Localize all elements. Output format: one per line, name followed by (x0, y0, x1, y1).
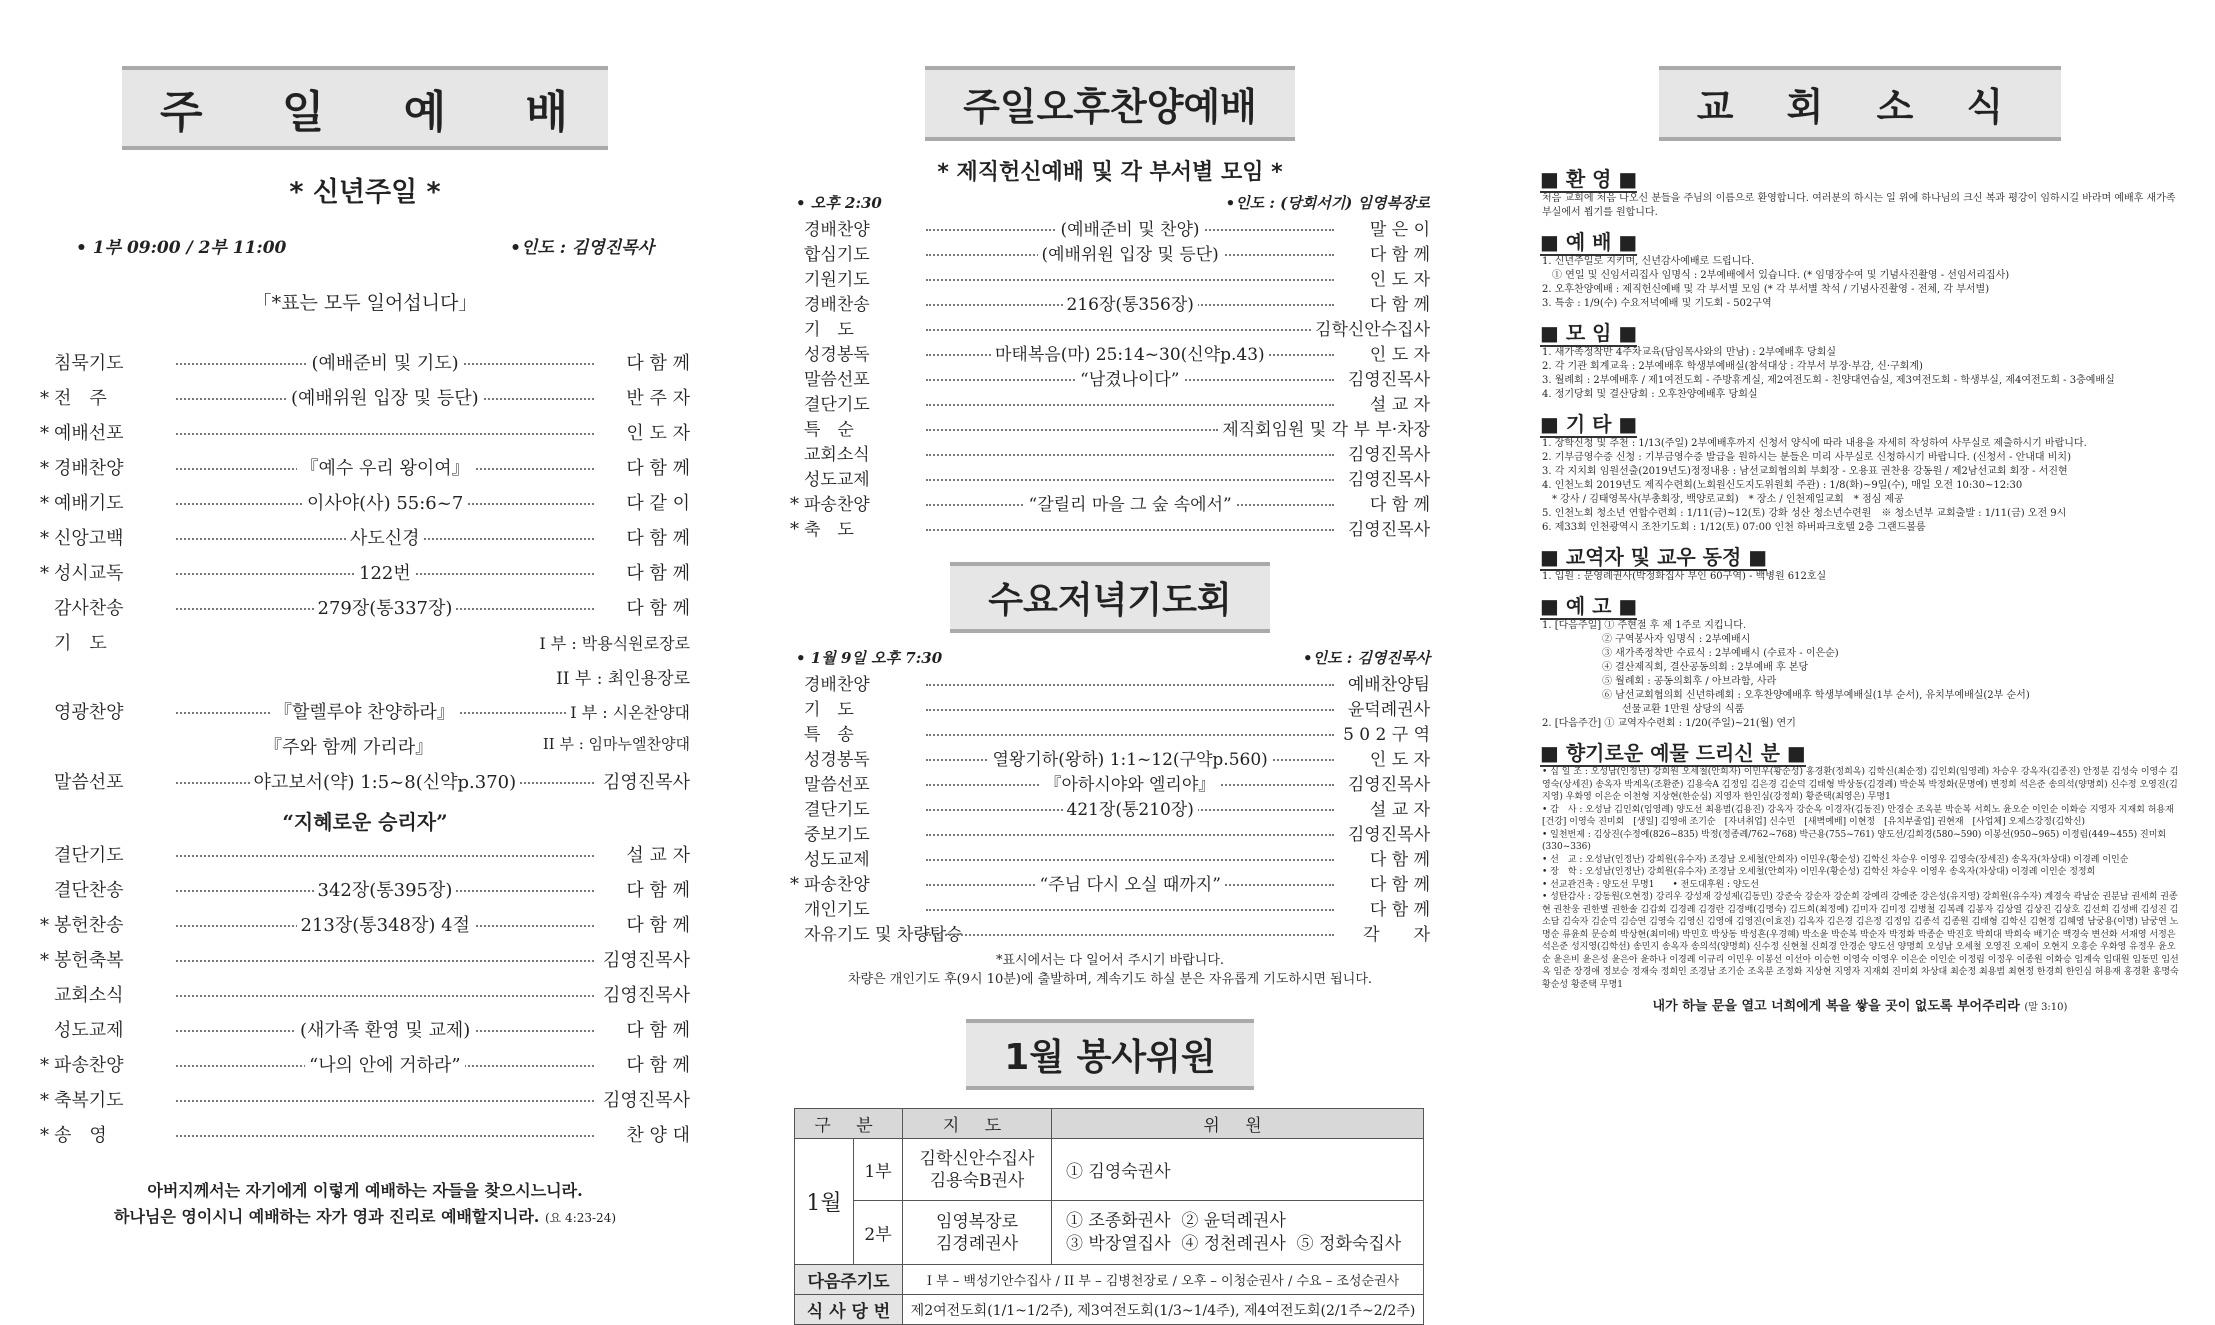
order-label: 파송찬양 (54, 1055, 124, 1076)
leader-dots (926, 454, 1334, 456)
sunday-worship-info (76, 233, 654, 258)
order-right: 찬 양 대 (626, 1125, 690, 1146)
order-label: 말씀선포 (54, 772, 124, 793)
service-times: • 1부 09:00 / 2부 11:00 (76, 238, 287, 258)
order-row (790, 795, 1430, 820)
afternoon-leader: •인도 : (당회서기) 임영복장로 (1225, 194, 1430, 212)
order-row (790, 745, 1430, 770)
leader-dots (926, 859, 1334, 861)
order-row (40, 594, 690, 629)
wednesday-order (790, 670, 1430, 945)
duty-members (1052, 1201, 1424, 1265)
order-row (40, 419, 690, 454)
order-row (40, 1086, 690, 1121)
order-right: I 부 : 박용식원로장로 (539, 634, 690, 653)
order-label: 기원기도 (804, 270, 870, 290)
order-row (790, 820, 1430, 845)
duty-next-label: 다음주기도 (795, 1265, 903, 1295)
order-row (40, 1051, 690, 1086)
order-label: 중보기도 (804, 825, 870, 845)
leader-dots (926, 709, 1334, 711)
order-right: 다 함 께 (626, 1055, 690, 1076)
order-right: 말 은 이 (1369, 220, 1430, 240)
order-right: 인 도 자 (1369, 270, 1430, 290)
standing-mark: * (40, 1055, 49, 1076)
leader-dots (926, 279, 1334, 281)
order-label: 축 도 (804, 520, 854, 540)
order-right: 다 함 께 (1369, 295, 1430, 315)
order-label: 성도교제 (804, 470, 870, 490)
church-news-title: 교 회 소 식 (1540, 66, 2180, 141)
order-label: 봉헌축복 (54, 950, 124, 971)
list-item: ③ 새가족정착반 수료식 : 2부예배시 (수료자 - 이은순) (1542, 648, 1839, 659)
order-row (40, 489, 690, 524)
order-row (40, 768, 690, 803)
standing-mark: * (40, 915, 49, 936)
leader-dots (176, 960, 594, 962)
order-right: 김영진목사 (603, 950, 690, 971)
order-mid: (예배준비 및 기도) (308, 349, 463, 375)
order-label: 경배찬양 (54, 458, 124, 479)
order-row (790, 340, 1430, 365)
leader-dots (176, 1100, 594, 1102)
duty-header: 지 도 (903, 1109, 1052, 1139)
duty-member: ⑤ 정화숙집사 (1296, 1233, 1402, 1254)
order-right: 김학신안수집사 (1315, 320, 1430, 340)
order-mid: 마태복음(마) 25:14~30(신약p.43) (991, 340, 1269, 365)
order-right: 설 교 자 (1369, 395, 1430, 415)
order-row (40, 981, 690, 1016)
duty-row (795, 1295, 1424, 1325)
order-mid: 『아하시야와 엘리야』 (1041, 770, 1220, 795)
order-right: 설 교 자 (1369, 800, 1430, 820)
order-right: 김영진목사 (1347, 825, 1430, 845)
offering-list (1542, 766, 2183, 991)
order-label: 기 도 (804, 700, 854, 720)
list-item: • 십 일 조 : 오성남(인정난) 강희원 오세철(안희자) 이민우(황순성) 홍경환(정희옥) 김학신(최순정) 김인회(임영례) 차승우 강옥자(김종진) 안정분 김성숙 이영수 김영숙(상세진) 송옥자 박계옥(조환준) 김용숙A 김정임 김은경 김순덕 김태형 박상동(김경례) 박순복 박정화(문명예) 변정희 석은준 송의석(양명희) 신수정 오영진(김지영) 우화영 이은순 이천형 지상현(한순심) 지영자 한인심(강정희) 황준택(최영은) 무명1 (1542, 767, 2179, 802)
order-mid: 213장(통348장) 4절 (297, 911, 474, 937)
order-row (40, 876, 690, 911)
order-mid: (예배위원 입장 및 등단) (287, 384, 483, 410)
order-right: 김영진목사 (1347, 775, 1430, 795)
order-mid: “갈릴리 마을 그 숲 속에서” (1025, 490, 1236, 515)
standing-mark: * (40, 528, 49, 549)
service-leader: •인도 : 김영진목사 (510, 238, 654, 258)
duty-part: 1부 (854, 1139, 903, 1201)
list-item: 5. 인천노회 청소년 연합수련회 : 1/11(금)~12(토) 강화 성산 청소년수련원 ※ 청소년부 교회출발 : 1/11(금) 오전 9시 (1542, 508, 2067, 519)
order-mid: 야고보서(약) 1:5~8(신약p.370) (250, 768, 521, 794)
standing-mark: * (40, 388, 49, 409)
afternoon-worship-column (790, 0, 1430, 1322)
leader-dots (926, 529, 1334, 531)
order-label: 특 순 (804, 420, 854, 440)
order-subline: II 부 : 최인용장로 (556, 669, 690, 689)
order-right: 반 주 자 (626, 388, 690, 409)
order-label: 파송찬양 (804, 875, 870, 895)
order-label: 경배찬양 (804, 675, 870, 695)
leader-dots (926, 734, 1334, 736)
order-row (790, 365, 1430, 390)
order-label: 성시교독 (54, 563, 124, 584)
church-news-column (1540, 0, 2183, 1240)
list-item: 1. 장학신청 및 추천 : 1/13(주일) 2부예배후까지 신청서 양식에 따라 내용을 자세히 작성하여 사무실로 제출하시기 바랍니다. (1542, 438, 2087, 449)
sunday-worship-title: 주 일 예 배 (40, 66, 690, 150)
order-row (790, 920, 1430, 945)
standing-mark: * (40, 493, 49, 514)
order-row (40, 1016, 690, 1051)
leader-dots (926, 329, 1311, 331)
standing-mark: * (40, 1125, 49, 1146)
order-row (40, 946, 690, 981)
order-right: 다 같 이 (626, 493, 690, 514)
order-row (40, 559, 690, 594)
order-mid: (예배준비 및 찬양) (1057, 215, 1204, 240)
order-label: 말씀선포 (804, 370, 870, 390)
welcome-text: 처음 교회에 처음 나오신 분들을 주님의 이름으로 환영합니다. 여러분의 하시는 일 위에 하나님의 크신 복과 평강이 임하시길 바라며 예배후 새가족부실에서 뵙기를 원합니다. (1542, 193, 2176, 218)
order-mid: 『예수 우리 왕이여』 (297, 454, 474, 480)
order-mid: “나의 안에 거하라” (305, 1051, 465, 1077)
order-row (790, 290, 1430, 315)
order-row (790, 870, 1430, 895)
list-item: 2. 각 기관 회계교육 : 2부예배후 학생부예배실(참석대상 : 각부서 부장·부감, 신·구회계) (1542, 361, 1923, 372)
list-item: ① 연일 및 신임서리집사 임명식 : 2부예배에서 있습니다. (* 임명장수여 및 기념사진촬영 - 선임서리집사) (1542, 270, 2010, 281)
list-item: • 선 교 : 오성남(인정난) 강희원(유수자) 조경남 오세철(안희자) 이민우(황순성) 김학신 차승우 이영우 김영숙(장세진) 송옥자(차상대) 이경례 이인순 (1542, 854, 2129, 865)
standing-mark: * (40, 1090, 49, 1111)
order-label: 기 도 (804, 320, 854, 340)
duty-row (795, 1265, 1424, 1295)
order-label: 결단기도 (54, 845, 124, 866)
order-right: 다 함 께 (1369, 245, 1430, 265)
order-mid: 216장(통356장) (1063, 290, 1198, 315)
standing-mark: * (40, 458, 49, 479)
closing-verse-text: 내가 하늘 문을 열고 너희에게 복을 쌓을 곳이 없도록 부어주리라 (1652, 999, 2020, 1014)
order-label: 예배선포 (54, 423, 124, 444)
order-mid: 사도신경 (346, 524, 424, 550)
list-item: • 성탄감사 : 강동원(오현정) 강리우 강성재 강성제(김동민) 강준숙 강순자 강순희 강예리 강예준 강은성(유지영) 강희원(유수자) 계경숙 곽남순 권분남 권세희 권종현 권찬웅 권한별 권한솔 김갑회 김경례 김경란 김경배(김명숙) 김드희(최정예) 김미자 김미정 김병철 김복례 김봉자 김상열 김상진 김상호 김선희 김성배 김성진 김소담 김숙자 김순덕 김승연 김영숙 김영신 김영애 김영진(이효진) 김옥자 김은경 김은정 김정임 김종석 김종원 김태형 김학신 김현정 김혜영 남궁용(이명) 남궁연 노명순 류윤희 문승희 박상현(최미애) 박민호 박상동 박성흔(우경혜) 박소윤 박순복 박순자 박정화 박종순 박진호 박희대 박희숙 배기순 백경숙 변선화 서재영 서정은 석은준 성지영(김학선) 송민지 송옥자 송의석(양명희) 신수정 신현철 신희경 안경순 양도선 양명희 오성남 오세철 오영진 오제이 오현지 오흥순 우화영 유정우 윤오순 윤은비 윤은성 윤은아 윤하나 이경례 이규리 이민우 이봉선 이선아 이승헌 이영숙 이영우 이은순 이인순 이정림 이정우 이종원 이화승 임계숙 임대원 임동민 임선옥 임준 장경애 정보승 정재숙 정희인 조경남 조기순 조옥분 조정화 지상현 지영자 지재회 진미회 차상대 최순정 최용범 최현정 한경희 한인심 허용재 홍경환 홍명숙 황순성 황준택 무명1 (1542, 892, 2179, 990)
order-row (790, 770, 1430, 795)
leader-dots (176, 995, 594, 997)
footer-line-1: 아버지께서는 자기에게 이렇게 예배하는 자들을 찾으시느니라. (147, 1181, 583, 1200)
order-right: 인 도 자 (1369, 750, 1430, 770)
order-right: 다 함 께 (626, 1020, 690, 1041)
order-mid: 122번 (355, 559, 415, 585)
order-mid: 『주와 함께 가리라』 (260, 733, 437, 759)
order-label: 신앙고백 (54, 528, 124, 549)
order-right: 각 자 (1363, 925, 1430, 945)
order-right: 다 함 께 (1369, 900, 1430, 920)
list-item: 선물교환 1만원 상당의 식품 (1542, 704, 1745, 715)
duty-member: ① 조종화권사 (1066, 1210, 1171, 1231)
list-item: • 선교관건축 : 양도선 무명1 • 전도대후원 : 양도선 (1542, 879, 1759, 890)
order-right: 제직회임원 및 각 부 부·차장 (1222, 420, 1430, 440)
order-row (790, 215, 1430, 240)
order-label: 결단기도 (804, 395, 870, 415)
order-label: 감사찬송 (54, 598, 124, 619)
section-welcome: ■ 환 영 ■ (1540, 167, 1638, 191)
order-mid: 열왕기하(왕하) 1:1~12(구약p.560) (989, 745, 1272, 770)
wednesday-time: • 1월 9일 오후 7:30 (796, 649, 943, 667)
list-item: • 일천번제 : 김상진(수정예(826~835) 박정(정종례/762~768) 박근용(755~761) 양도선/김희경(580~590) 이봉선(950~965) 이정림(449~455) 진미회(330~336) (1542, 829, 2167, 852)
order-right: 다 함 께 (626, 880, 690, 901)
notice-list (1542, 619, 2180, 731)
standing-mark: * (790, 494, 799, 515)
order-label: 교회소식 (804, 445, 870, 465)
order-right: 김영진목사 (603, 1090, 690, 1111)
leader-dots (926, 684, 1334, 686)
list-item: * 강사 / 김태영목사(부총회장, 백양로교회) * 장소 / 인천제일교회 * 점심 제공 (1542, 494, 1904, 505)
wednesday-notes (790, 951, 1430, 989)
order-right: 다 함 께 (1369, 875, 1430, 895)
wednesday-leader: •인도 : 김영진목사 (1303, 649, 1430, 667)
leader-dots (926, 429, 1218, 431)
order-row (790, 895, 1430, 920)
order-label: 전 주 (54, 388, 107, 409)
list-item: 2. 오후찬양예배 : 제직헌신예배 및 각 부서별 모임 (* 각 부서별 착석 / 기념사진촬영 - 전체, 각 부서별) (1542, 284, 1990, 295)
order-label: 성경봉독 (804, 345, 870, 365)
afternoon-time: • 오후 2:30 (796, 194, 882, 212)
leader-dots (926, 934, 1334, 936)
order-row (790, 845, 1430, 870)
order-label: 파송찬양 (804, 495, 870, 515)
order-mid: (새가족 환영 및 교제) (296, 1016, 474, 1042)
order-row (40, 841, 690, 876)
order-row (40, 524, 690, 559)
order-label: 성경봉독 (804, 750, 870, 770)
order-right: 김영진목사 (1347, 370, 1430, 390)
wednesday-title: 수요저녁기도회 (790, 562, 1430, 633)
duty-lead: 임영복장로 김경례권사 (903, 1201, 1052, 1265)
order-right: 다 함 께 (626, 598, 690, 619)
sunday-worship-subtitle: * 신년주일 * (289, 177, 441, 208)
scripture-footer (40, 1178, 690, 1231)
wednesday-note-2: 차량은 개인기도 후(9시 10분)에 출발하며, 계속기도 하실 분은 자유롭게 기도하시면 됩니다. (847, 972, 1373, 987)
order-right: 김영진목사 (603, 985, 690, 1006)
order-right: 김영진목사 (1347, 520, 1430, 540)
standing-mark: * (40, 563, 49, 584)
order-mid: 『할렐루야 찬양하라』 (270, 698, 459, 724)
order-row (790, 670, 1430, 695)
order-label: 자유기도 및 차량탑승 (804, 925, 963, 945)
sunday-worship-column (40, 0, 690, 1240)
sermon-title: “지혜로운 승리자” (282, 810, 448, 834)
standing-mark: * (40, 950, 49, 971)
order-mid: “주님 다시 오실 때까지” (1036, 870, 1225, 895)
duty-next-value: I 부 – 백성기안수집사 / II 부 – 김병천장로 / 오후 – 이청순권사 / 수요 – 조성순권사 (903, 1265, 1424, 1295)
order-label: 결단찬송 (54, 880, 124, 901)
section-offering: ■ 향기로운 예물 드리신 분 ■ (1540, 741, 1806, 765)
closing-verse (1540, 995, 2180, 1014)
order-row (790, 315, 1430, 340)
section-meeting: ■ 모 임 ■ (1540, 321, 1638, 345)
order-label: 침묵기도 (54, 353, 124, 374)
order-label: 기 도 (54, 633, 107, 654)
section-notice: ■ 예 고 ■ (1540, 594, 1638, 618)
duty-month: 1월 (795, 1139, 854, 1265)
leader-dots (926, 834, 1334, 836)
order-mid: (예배위원 입장 및 등단) (1038, 240, 1223, 265)
order-mid: 342장(통395장) (314, 876, 457, 902)
duty-header: 구 분 (795, 1109, 903, 1139)
order-right: 다 함 께 (626, 563, 690, 584)
order-row (40, 911, 690, 946)
leader-dots (926, 479, 1334, 481)
order-label: 경배찬양 (804, 220, 870, 240)
order-label: 개인기도 (804, 900, 870, 920)
leader-dots (176, 855, 594, 857)
order-right: 다 함 께 (626, 528, 690, 549)
order-right: 예배찬양팀 (1347, 675, 1430, 695)
duty-member: ③ 박장열집사 (1066, 1233, 1171, 1254)
order-right: 다 함 께 (626, 353, 690, 374)
order-row (790, 465, 1430, 490)
leader-dots (176, 433, 594, 435)
duty-part: 2부 (854, 1201, 903, 1265)
list-item: ④ 결산제직회, 결산공동의회 : 2부예배 후 본당 (1542, 662, 1809, 673)
list-item: • 장 학 : 오성남(인정난) 강희원(유수자) 조경남 오세철(안희자) 이민우(황순성) 김학신 차승우 이영우 송옥자(차상대) 이경례 이인순 정정희 (1542, 867, 2096, 877)
leader-dots (926, 909, 1334, 911)
duty-header-row (795, 1109, 1424, 1139)
order-mid: 이사야(사) 55:6~7 (303, 489, 467, 515)
section-staff: ■ 교역자 및 교우 동정 ■ (1540, 545, 1768, 569)
list-item: 3. 특송 : 1/9(수) 수요저녁예배 및 기도회 - 502구역 (1542, 298, 1772, 309)
order-label: 영광찬양 (54, 702, 124, 723)
order-label: 교회소식 (54, 985, 124, 1006)
order-row (790, 695, 1430, 720)
order-label: 경배찬송 (804, 295, 870, 315)
order-right: 다 함 께 (626, 458, 690, 479)
order-row (790, 490, 1430, 515)
section-worship: ■ 예 배 ■ (1540, 230, 1638, 254)
list-item: 1. [다음주일] ① 주현절 후 제 1주로 지킵니다. (1542, 620, 1747, 631)
standing-mark: * (790, 874, 799, 895)
order-right: 다 함 께 (626, 915, 690, 936)
footer-line-2: 하나님은 영이시니 예배하는 자가 영과 진리로 예배할지니라. (113, 1207, 540, 1226)
duty-member: ② 윤덕례권사 (1181, 1210, 1286, 1231)
order-right: 김영진목사 (1347, 470, 1430, 490)
order-row-anthem-2 (40, 733, 690, 768)
order-label: 축복기도 (54, 1090, 124, 1111)
order-label: 결단기도 (804, 800, 870, 820)
order-right: 인 도 자 (626, 423, 690, 444)
order-row (790, 390, 1430, 415)
afternoon-worship-title: 주일오후찬양예배 (790, 66, 1430, 141)
order-mid: 421장(통210장) (1063, 795, 1198, 820)
order-right: I 부 : 시온찬양대 (570, 703, 690, 722)
order-label: 성도교제 (54, 1020, 124, 1041)
duty-header: 위 원 (1052, 1109, 1424, 1139)
standing-mark: * (790, 519, 799, 540)
list-item: • 감 사 : 오성남 김인회(임영례) 양도선 최용범(김용진) 강옥자 강순옥 이경자(김동진) 안경순 조옥분 박순복 서희노 윤오순 이인순 이화승 지영자 지재회 허용재 [건강] 이영숙 진미회 [생일] 김영애 조기순 [자녀취업] 신수민 [새벽예배] 이현정 [유치부졸업] 권현재 [사업체] 오제스강정(김학신) (1542, 804, 2183, 827)
order-row (790, 720, 1430, 745)
order-row (40, 454, 690, 489)
order-label: 말씀선포 (804, 775, 870, 795)
worship-list (1542, 255, 2180, 311)
order-label: 성도교제 (804, 850, 870, 870)
list-item: 6. 제33회 인천광역시 조찬기도회 : 1/12(토) 07:00 인천 하버파크호텔 2층 그랜드볼룸 (1542, 522, 1926, 533)
duty-title: 1월 봉사위원 (790, 1019, 1430, 1090)
duty-row (795, 1139, 1424, 1201)
order-right: 다 함 께 (1369, 495, 1430, 515)
duty-meal-label: 식 사 당 번 (795, 1295, 903, 1325)
order-right: 김영진목사 (1347, 445, 1430, 465)
order-row (790, 415, 1430, 440)
order-row (790, 515, 1430, 540)
duty-lead: 김학신안수집사 김용숙B권사 (903, 1139, 1052, 1201)
standing-note: 「*표는 모두 일어섭니다」 (252, 292, 478, 314)
duty-members: ① 김영숙권사 (1052, 1139, 1424, 1201)
wednesday-info (796, 647, 1430, 668)
order-label: 봉헌찬송 (54, 915, 124, 936)
list-item: 3. 월례회 : 2부예배후 / 제1여전도회 - 주방휴게실, 제2여전도회 - 친양대연습실, 제3여전도회 - 학생부실, 제4여전도회 - 3층예배실 (1542, 375, 2115, 386)
footer-ref: (요 4:23-24) (544, 1211, 617, 1225)
duty-meal-value: 제2여전도회(1/1~1/2주), 제3여전도회(1/3~1/4주), 제4여전도회(2/1주~2/2주) (903, 1295, 1424, 1325)
list-item: 1. 신년주일로 지키며, 신년감사예배로 드립니다. (1542, 256, 1755, 267)
order-row (790, 440, 1430, 465)
order-row-anthem (40, 698, 690, 733)
order-right: 인 도 자 (1369, 345, 1430, 365)
order-label: 송 영 (54, 1125, 107, 1146)
order-row (40, 349, 690, 384)
order-right: 다 함 께 (1369, 850, 1430, 870)
order-right: II 부 : 임마누엘찬양대 (542, 735, 690, 753)
afternoon-worship-info (796, 192, 1430, 213)
wednesday-note-1: *표시에서는 다 일어서 주시기 바랍니다. (995, 953, 1225, 968)
order-row (790, 265, 1430, 290)
order-row (790, 240, 1430, 265)
list-item: ⑤ 월례회 : 공동의회후 / 아브라함, 사라 (1542, 676, 1777, 687)
etc-list (1542, 437, 2180, 535)
list-item: ⑥ 남선교회협의회 신년하례회 : 오후찬양예배후 학생부예배실(1부 순서), 유치부예배실(2부 순서) (1542, 690, 2030, 701)
duty-table (794, 1108, 1424, 1325)
meeting-list (1542, 346, 2180, 402)
order-mid: “남겼나이다” (1076, 365, 1184, 390)
order-label: 합심기도 (804, 245, 870, 265)
order-label: 특 송 (804, 725, 854, 745)
section-etc: ■ 기 타 ■ (1540, 412, 1638, 436)
list-item: ② 구역봉사자 임명식 : 2부예배시 (1542, 634, 1751, 645)
order-right: 5 0 2 구 역 (1343, 725, 1430, 745)
list-item: 4. 정기당회 및 결산당회 : 오후찬양예배후 당회실 (1542, 389, 1758, 400)
order-of-worship (40, 349, 690, 1156)
duty-member: ④ 정천례권사 (1181, 1233, 1286, 1254)
list-item: 2. 기부금영수증 신청 : 기부금영수증 발급을 원하시는 분들은 미리 사무실로 신청하시기 바랍니다. (신청서 - 안내대 비치) (1542, 452, 2071, 463)
staff-text: 1. 입원 : 문영례권사(박정화집사 부인 60구역) - 백병원 612호실 (1542, 571, 1827, 582)
order-right: 김영진목사 (603, 772, 690, 793)
afternoon-order (790, 215, 1430, 540)
order-mid: 279장(통337장) (314, 594, 457, 620)
order-right: 설 교 자 (626, 845, 690, 866)
leader-dots (176, 1135, 594, 1137)
order-row (40, 384, 690, 419)
order-label: 예배기도 (54, 493, 124, 514)
list-item: 4. 인천노회 2019년도 제직수련회(노회원신도지도위원회 주관) : 1/8(화)~9일(수), 매일 오전 10:30~12:30 (1542, 480, 2023, 491)
list-item: 2. [다음주간] ① 교역자수련회 : 1/20(주일)~21(월) 연기 (1542, 718, 1796, 729)
standing-mark: * (40, 423, 49, 444)
order-right: 윤덕례권사 (1347, 700, 1430, 720)
leader-dots (926, 404, 1334, 406)
closing-verse-ref: (말 3:10) (2024, 1002, 2068, 1013)
list-item: 1. 새가족정착반 4주차교육(담임목사와의 만남) : 2부예배후 당회실 (1542, 347, 1837, 358)
order-row (40, 1121, 690, 1156)
afternoon-worship-subtitle: * 제직헌신예배 및 각 부서별 모임 * (937, 160, 1283, 185)
order-row-prayer (40, 629, 690, 664)
list-item: 3. 각 지치회 임원선출(2019년도)정정내용 : 남선교회협의회 부회장 - 오용표 권찬용 강동원 / 제2남선교회 회장 - 서진현 (1542, 466, 2068, 477)
duty-row (795, 1201, 1424, 1265)
